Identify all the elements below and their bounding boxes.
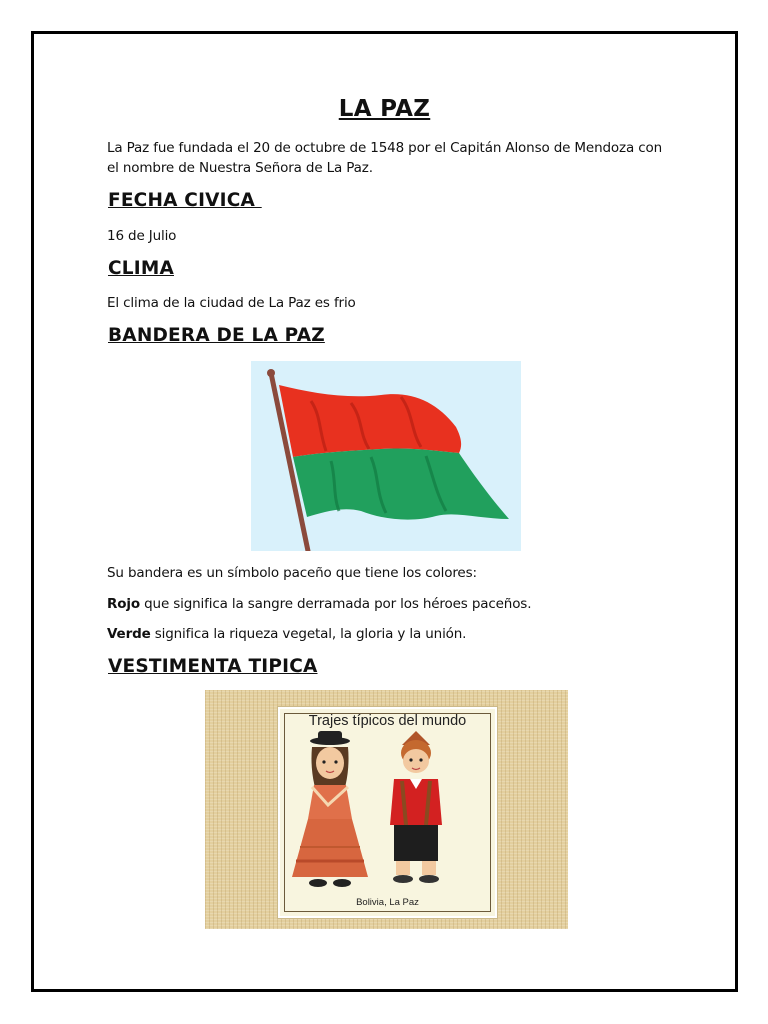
verde-line (107, 624, 667, 644)
flag-green-stripe (293, 448, 509, 519)
flag-image (251, 361, 521, 551)
fecha-civica-heading: FECHA CIVICA (108, 190, 262, 211)
rojo-meaning: que significa la sangre derramada por los héroes paceños. (139, 596, 532, 612)
boy-figure (390, 731, 442, 883)
flag-red-stripe (279, 385, 461, 457)
la-paz-flag-illustration (251, 361, 521, 551)
document-page (31, 31, 738, 992)
costume-card (278, 707, 497, 918)
clima-heading: CLIMA (108, 258, 174, 279)
page-title: LA PAZ (338, 96, 431, 122)
costume-card-caption: Bolivia, La Paz (356, 897, 419, 908)
fecha-civica-text: 16 de Julio (107, 228, 177, 244)
flag-pole-finial (267, 369, 275, 377)
girl-figure (292, 731, 368, 887)
bandera-text: Su bandera es un símbolo paceño que tiene los colores: (107, 565, 477, 581)
verde-label: Verde (107, 626, 151, 642)
rojo-label: Rojo (107, 596, 140, 612)
costume-card-title: Trajes típicos del mundo (308, 713, 467, 729)
clima-text: El clima de la ciudad de La Paz es frio (107, 295, 356, 311)
bandera-heading: BANDERA DE LA PAZ (108, 325, 325, 346)
intro-paragraph: La Paz fue fundada el 20 de octubre de 1548 por el Capitán Alonso de Mendoza con el nombre de Nuestra Señora de La Paz. (107, 140, 662, 176)
children-costume-illustration (290, 729, 485, 899)
costume-image (205, 690, 568, 929)
vestimenta-heading: VESTIMENTA TIPICA (108, 656, 318, 677)
rojo-line (107, 594, 667, 614)
verde-meaning: significa la riqueza vegetal, la gloria y la unión. (150, 626, 467, 642)
